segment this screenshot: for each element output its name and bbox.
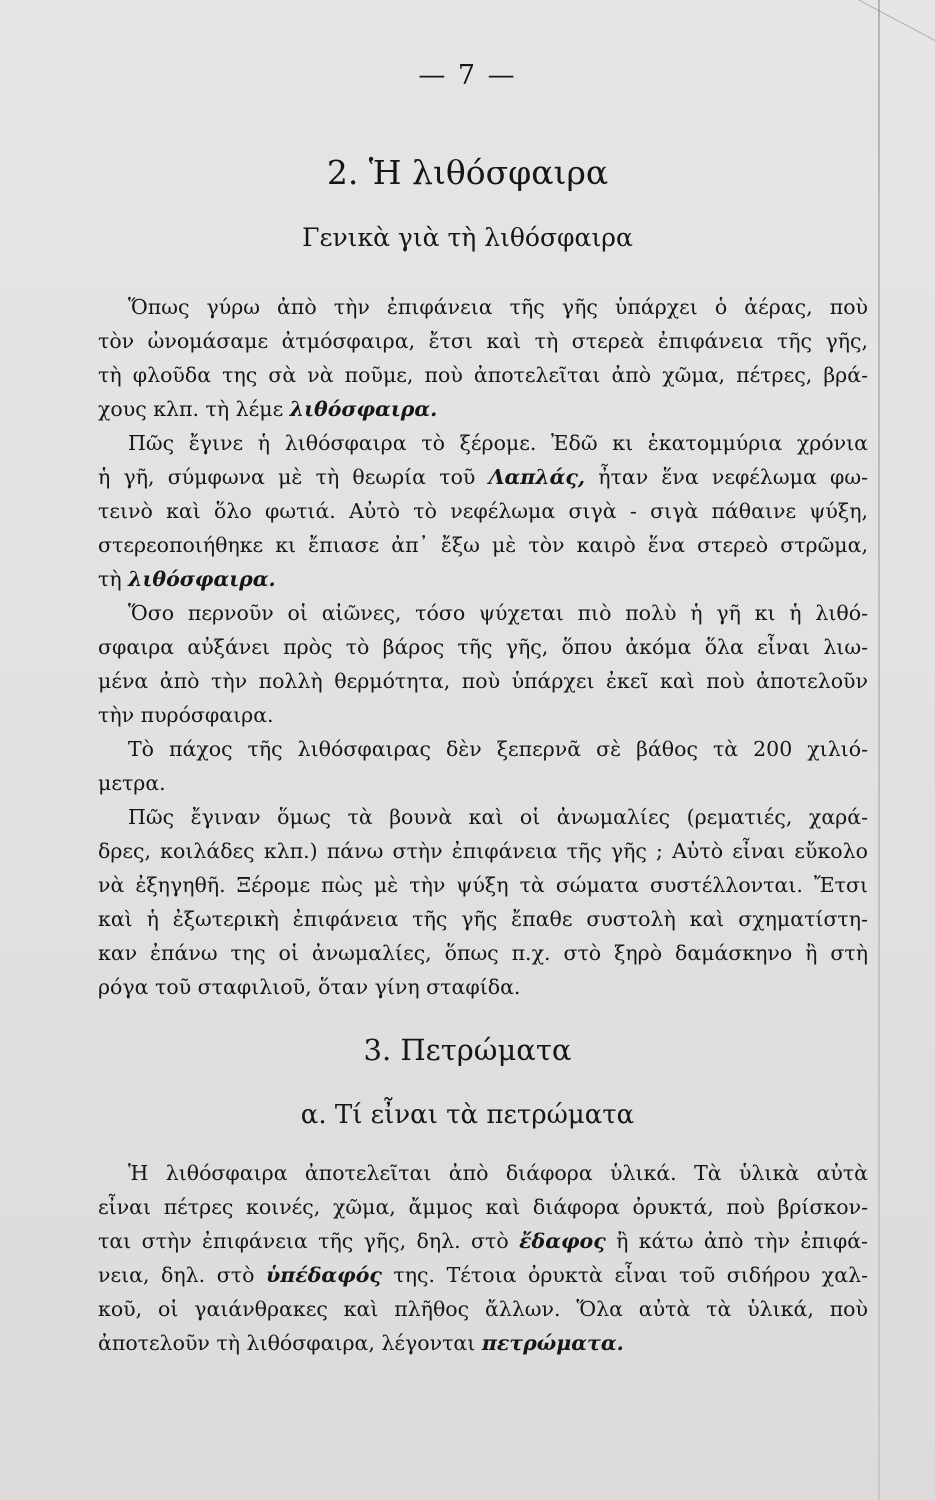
chapter-subtitle: Γενικὰ γιὰ τὴ λιθόσφαιρα [302, 223, 633, 252]
emphasized-term: ἔδαφος [519, 1229, 606, 1253]
text-segment: ἦταν ἕνα νεφέλωμα φω- [585, 465, 868, 489]
text-segment: τὴ [98, 567, 129, 591]
text-line [98, 1328, 868, 1360]
text-line: Ἡ λιθόσφαιρα ἀποτελεῖται ἀπὸ διάφορα ὑλικά. Τὰ ὑλικὰ αὐτὰ [128, 1161, 868, 1185]
emphasized-term: λιθόσφαιρα. [128, 567, 276, 591]
text-line: τὴ φλοῦδα της σὰ νὰ ποῦμε, ποὺ ἀποτελεῖται ἀπὸ χῶμα, πέτρες, βρά- [98, 363, 868, 387]
text-line: Πῶς ἔγιναν ὅμως τὰ βουνὰ καὶ οἱ ἀνωμαλίες (ρεματιές, χαρά- [128, 805, 868, 829]
emphasized-term: Λαπλάς, [488, 465, 586, 489]
text-line: Τὸ πάχος τῆς λιθόσφαιρας δὲν ξεπερνᾶ σὲ βάθος τὰ 200 χιλιό- [128, 737, 868, 761]
text-line [98, 462, 868, 494]
text-line: ρόγα τοῦ σταφιλιοῦ, ὅταν γίνη σταφίδα. [98, 975, 521, 999]
text-line: καν ἐπάνω της οἱ ἀνωμαλίες, ὅπως π.χ. στὸ ξηρὸ δαμάσκηνο ἢ στὴ [98, 941, 868, 965]
emphasized-term: λιθόσφαιρα. [289, 397, 438, 421]
text-line: κοῦ, οἱ γαιάνθρακες καὶ πλῆθος ἄλλων. Ὅλα αὐτὰ τὰ ὑλικά, ποὺ [98, 1297, 868, 1321]
text-line: νὰ ἐξηγηθῆ. Ξέρομε πὼς μὲ τὴν ψύξη τὰ σώματα συστέλλονται. Ἔτσι [98, 873, 868, 897]
text-line: εἶναι πέτρες κοινές, χῶμα, ἄμμος καὶ διάφορα ὀρυκτά, ποὺ βρίσκον- [98, 1195, 868, 1219]
text-line [98, 1226, 868, 1258]
text-segment: ἀποτελοῦν τὴ λιθόσφαιρα, λέγονται [98, 1331, 482, 1355]
text-segment: χους κλπ. τὴ λέμε [98, 397, 290, 421]
text-line: μένα ἀπὸ τὴν πολλὴ θερμότητα, ποὺ ὑπάρχει ἐκεῖ καὶ ποὺ ἀποτελοῦν [98, 669, 868, 693]
text-line: δρες, κοιλάδες κλπ.) πάνω στὴν ἐπιφάνεια τῆς γῆς ; Αὐτὸ εἶναι εὔκολο [98, 839, 868, 863]
text-line [98, 1260, 868, 1292]
text-line: Ὅπως γύρω ἀπὸ τὴν ἐπιφάνεια τῆς γῆς ὑπάρχει ὁ ἀέρας, ποὺ [128, 295, 868, 319]
page-number: — 7 — [418, 60, 517, 91]
subsection-title: α. Τί εἶναι τὰ πετρώματα [300, 1100, 635, 1130]
section-title: 3. Πετρώματα [363, 1033, 572, 1067]
text-line: Ὅσο περνοῦν οἱ αἰῶνες, τόσο ψύχεται πιὸ πολὺ ἡ γῆ κι ἡ λιθό- [128, 601, 868, 625]
text-line: μετρα. [98, 771, 166, 795]
text-line: σφαιρα αὐξάνει πρὸς τὸ βάρος τῆς γῆς, ὅπου ἀκόμα ὅλα εἶναι λιω- [98, 635, 868, 659]
text-segment: ἡ γῆ, σύμφωνα μὲ τὴ θεωρία τοῦ [98, 465, 489, 489]
text-line: στερεοποιήθηκε κι ἔπιασε ἀπ᾿ ἔξω μὲ τὸν καιρὸ ἕνα στερεὸ στρῶμα, [98, 533, 868, 557]
text-line: τὸν ὠνομάσαμε ἀτμόσφαιρα, ἔτσι καὶ τὴ στερεὰ ἐπιφάνεια τῆς γῆς, [98, 329, 868, 353]
text-segment: της. Τέτοια ὀρυκτὰ εἶναι τοῦ σιδήρου χαλ- [381, 1263, 868, 1287]
chapter-title: 2. Ἡ λιθόσφαιρα [326, 153, 609, 192]
text-line [98, 564, 868, 596]
emphasized-term: πετρώματα. [481, 1331, 624, 1355]
text-line: καὶ ἡ ἐξωτερικὴ ἐπιφάνεια τῆς γῆς ἔπαθε συστολὴ καὶ σχηματίστη- [98, 907, 868, 931]
text-line: Πῶς ἔγινε ἡ λιθόσφαιρα τὸ ξέρομε. Ἐδῶ κι ἑκατομμύρια χρόνια [128, 431, 868, 455]
text-line: τεινὸ καὶ ὅλο φωτιά. Αὐτὸ τὸ νεφέλωμα σιγὰ - σιγὰ πάθαινε ψύξη, [98, 499, 868, 523]
page-corner-crease [855, 0, 935, 41]
emphasized-term: ὑπέδαφός [266, 1263, 382, 1287]
text-segment: ἢ κάτω ἀπὸ τὴν ἐπιφά- [605, 1229, 868, 1253]
text-line: τὴν πυρόσφαιρα. [98, 703, 274, 727]
text-segment: ται στὴν ἐπιφάνεια τῆς γῆς, δηλ. στὸ [98, 1229, 520, 1253]
text-segment: νεια, δηλ. στὸ [98, 1263, 266, 1287]
text-line [98, 394, 868, 426]
